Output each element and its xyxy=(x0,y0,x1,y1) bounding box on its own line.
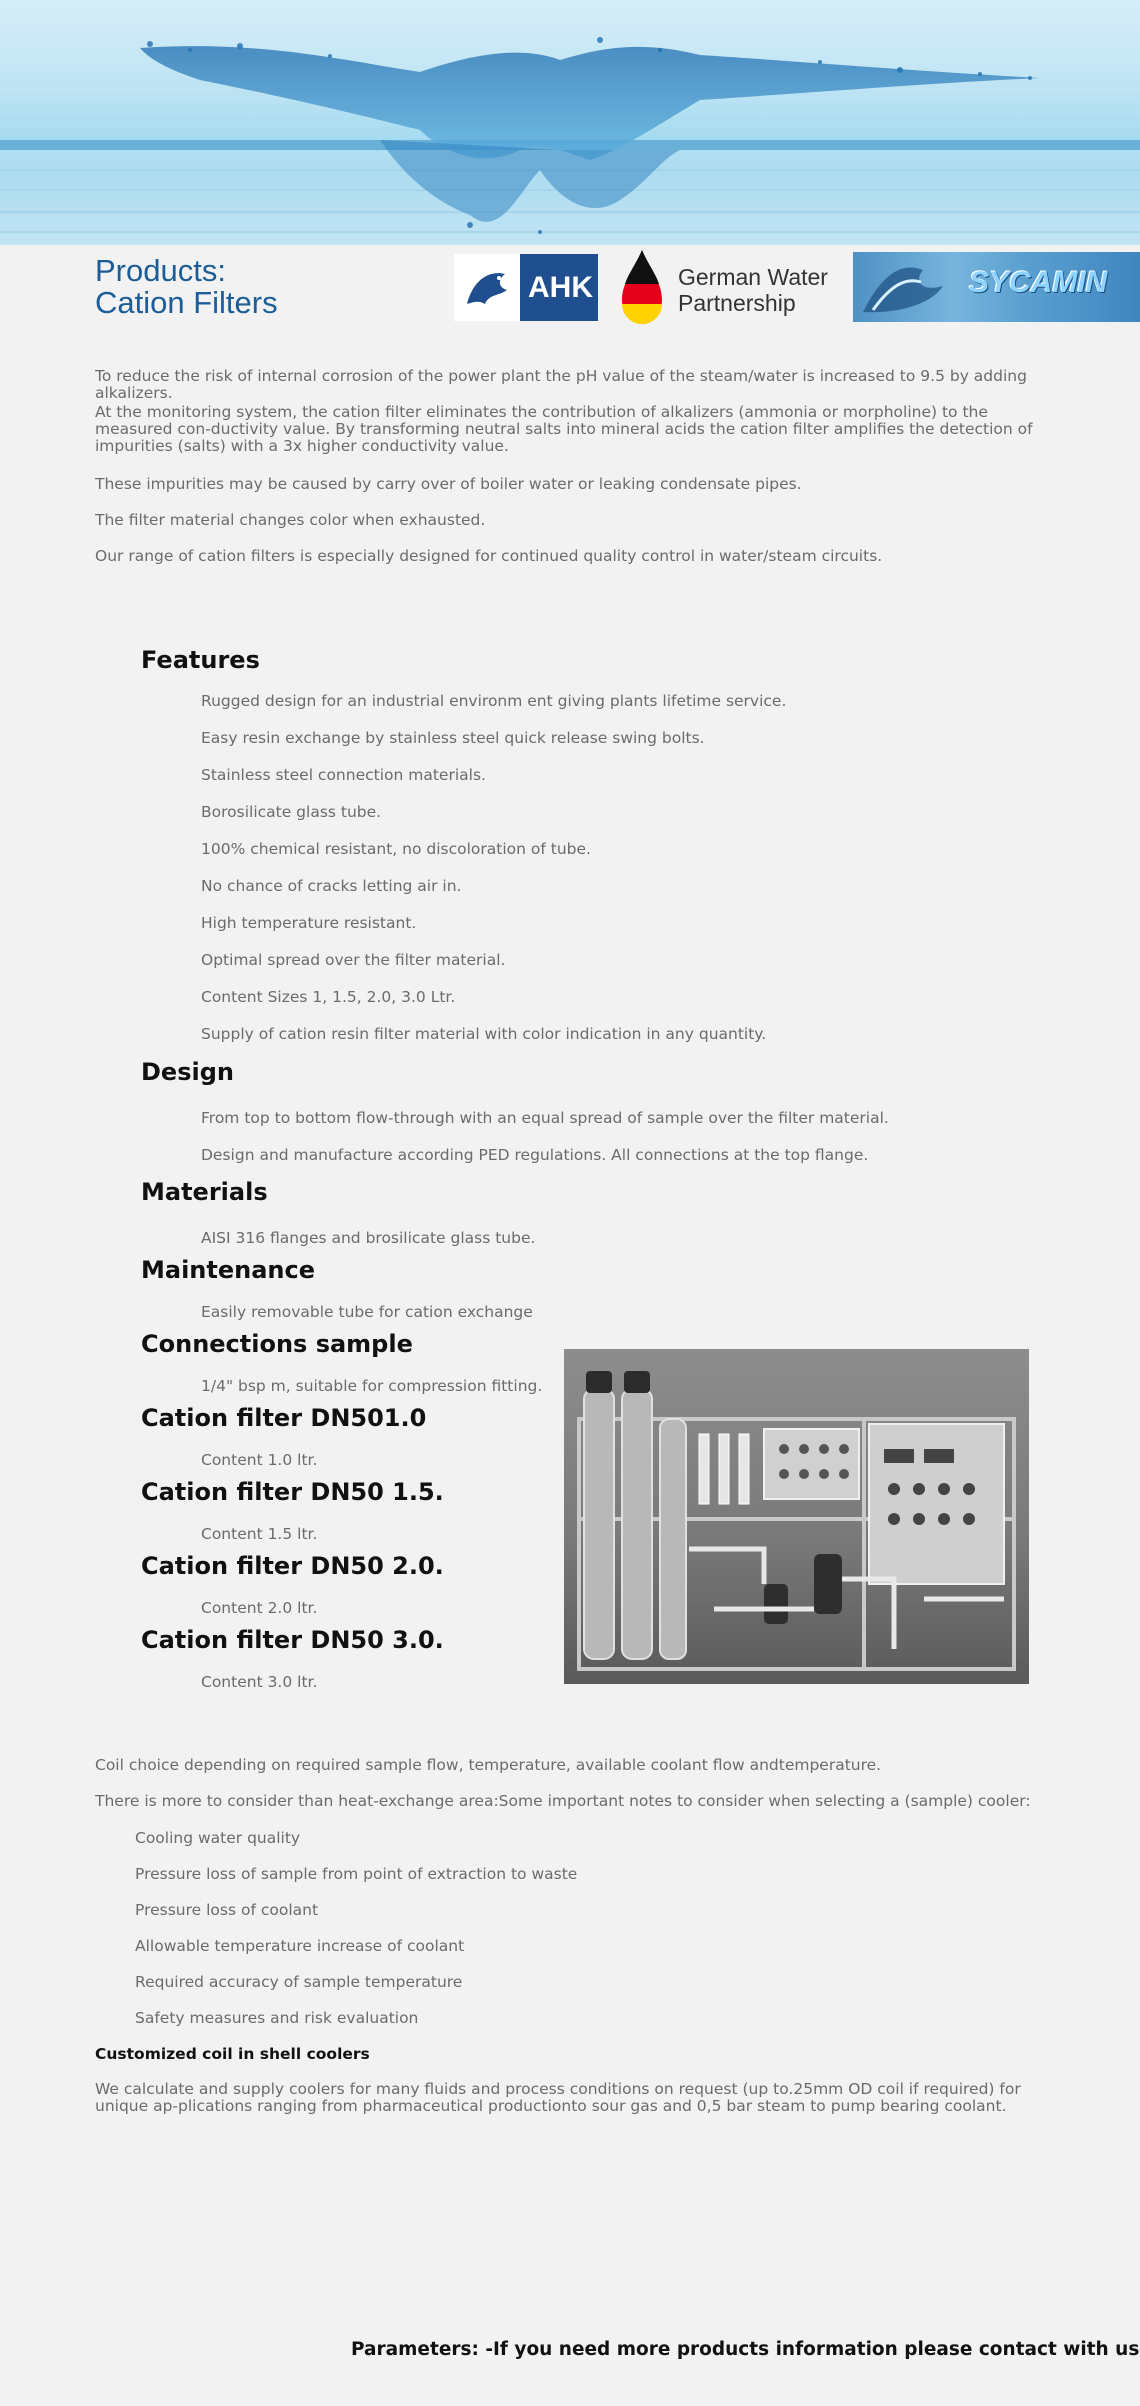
water-drop-icon xyxy=(614,248,670,328)
ahk-logo xyxy=(454,254,598,321)
custom-coolers-heading: Customized coil in shell coolers xyxy=(95,2045,370,2063)
dn501-heading: Cation filter DN501.0 xyxy=(141,1404,427,1432)
water-splash-illustration xyxy=(0,0,1140,245)
feature-item: Rugged design for an industrial environm ent giving plants lifetime service. xyxy=(201,692,787,710)
german-water-partnership-logo xyxy=(614,248,844,328)
dn501-item: Content 1.0 ltr. xyxy=(201,1451,318,1469)
design-item: Design and manufacture according PED regulations. All connections at the top flange. xyxy=(201,1146,869,1164)
water-treatment-system-illustration xyxy=(564,1349,1029,1684)
cooler-paragraph: There is more to consider than heat-exchange area:Some important notes to consider when selecting a (sample) cooler: xyxy=(95,1792,1031,1810)
dn5015-heading: Cation filter DN50 1.5. xyxy=(141,1478,444,1506)
feature-item: Easy resin exchange by stainless steel quick release swing bolts. xyxy=(201,729,705,747)
feature-item: High temperature resistant. xyxy=(201,914,417,932)
feature-item: No chance of cracks letting air in. xyxy=(201,877,462,895)
connections-item: 1/4" bsp m, suitable for compression fitting. xyxy=(201,1377,543,1395)
water-splash-banner xyxy=(0,0,1140,245)
dn5030-heading: Cation filter DN50 3.0. xyxy=(141,1626,444,1654)
dragon-icon xyxy=(454,254,520,321)
materials-item: AISI 316 flanges and brosilicate glass tube. xyxy=(201,1229,536,1247)
cooler-note-item: Required accuracy of sample temperature xyxy=(135,1973,463,1991)
dn5020-heading: Cation filter DN50 2.0. xyxy=(141,1552,444,1580)
water-wave-icon xyxy=(853,252,973,322)
cooler-note-item: Pressure loss of sample from point of extraction to waste xyxy=(135,1865,578,1883)
page-title xyxy=(95,255,278,319)
cooler-note-item: Safety measures and risk evaluation xyxy=(135,2009,419,2027)
product-photo xyxy=(564,1349,1029,1684)
features-heading: Features xyxy=(141,646,260,674)
maintenance-item: Easily removable tube for cation exchange xyxy=(201,1303,533,1321)
maintenance-heading: Maintenance xyxy=(141,1256,316,1284)
feature-item: Borosilicate glass tube. xyxy=(201,803,382,821)
feature-item: Stainless steel connection materials. xyxy=(201,766,486,784)
feature-item: Content Sizes 1, 1.5, 2.0, 3.0 Ltr. xyxy=(201,988,456,1006)
dn5015-item: Content 1.5 ltr. xyxy=(201,1525,318,1543)
design-item: From top to bottom flow-through with an equal spread of sample over the filter material. xyxy=(201,1109,889,1127)
cooler-paragraph: Coil choice depending on required sample flow, temperature, available coolant flow andtemperature. xyxy=(95,1756,882,1774)
feature-item: 100% chemical resistant, no discoloration of tube. xyxy=(201,840,591,858)
cooler-note-item: Allowable temperature increase of coolant xyxy=(135,1937,465,1955)
intro-paragraph: At the monitoring system, the cation filter eliminates the contribution of alkalizers (ammonia or morpholine) to the measured con-ductivity value. By transforming neutral salts into mineral acids the cation filter amplifies the detection of impurities (salts) with a 3x higher conductivity value. xyxy=(95,403,1033,455)
custom-coolers-paragraph: We calculate and supply coolers for many fluids and process conditions on request (up to.25mm OD coil if required) for unique ap-plications ranging from pharmaceutical productionto sour gas and 0,5 bar steam to pump bearing coolant. xyxy=(95,2080,1021,2115)
connections-heading: Connections sample xyxy=(141,1330,413,1358)
sycamin-logo xyxy=(853,252,1140,322)
intro-paragraph: The filter material changes color when exhausted. xyxy=(95,511,486,529)
feature-item: Supply of cation resin filter material with color indication in any quantity. xyxy=(201,1025,767,1043)
page-title-line1: Products: xyxy=(95,253,226,288)
gwp-logo-text: German Water Partnership xyxy=(678,264,828,316)
design-heading: Design xyxy=(141,1058,234,1086)
ahk-logo-text: AHK xyxy=(528,270,593,304)
intro-paragraph: Our range of cation filters is especially designed for continued quality control in water/steam circuits. xyxy=(95,547,883,565)
feature-item: Optimal spread over the filter material. xyxy=(201,951,506,969)
materials-heading: Materials xyxy=(141,1178,268,1206)
contact-parameters-line: Parameters: -If you need more products information please contact with us xyxy=(351,2339,1140,2360)
cooler-note-item: Pressure loss of coolant xyxy=(135,1901,319,1919)
intro-paragraph: These impurities may be caused by carry over of boiler water or leaking condensate pipes. xyxy=(95,475,802,493)
sycamin-logo-text: SYCAMIN xyxy=(969,266,1108,299)
dn5030-item: Content 3.0 ltr. xyxy=(201,1673,318,1691)
intro-paragraph: To reduce the risk of internal corrosion of the power plant the pH value of the steam/water is increased to 9.5 by adding alkalizers. xyxy=(95,367,1027,402)
dn5020-item: Content 2.0 ltr. xyxy=(201,1599,318,1617)
cooler-note-item: Cooling water quality xyxy=(135,1829,301,1847)
page-title-line2: Cation Filters xyxy=(95,285,278,320)
